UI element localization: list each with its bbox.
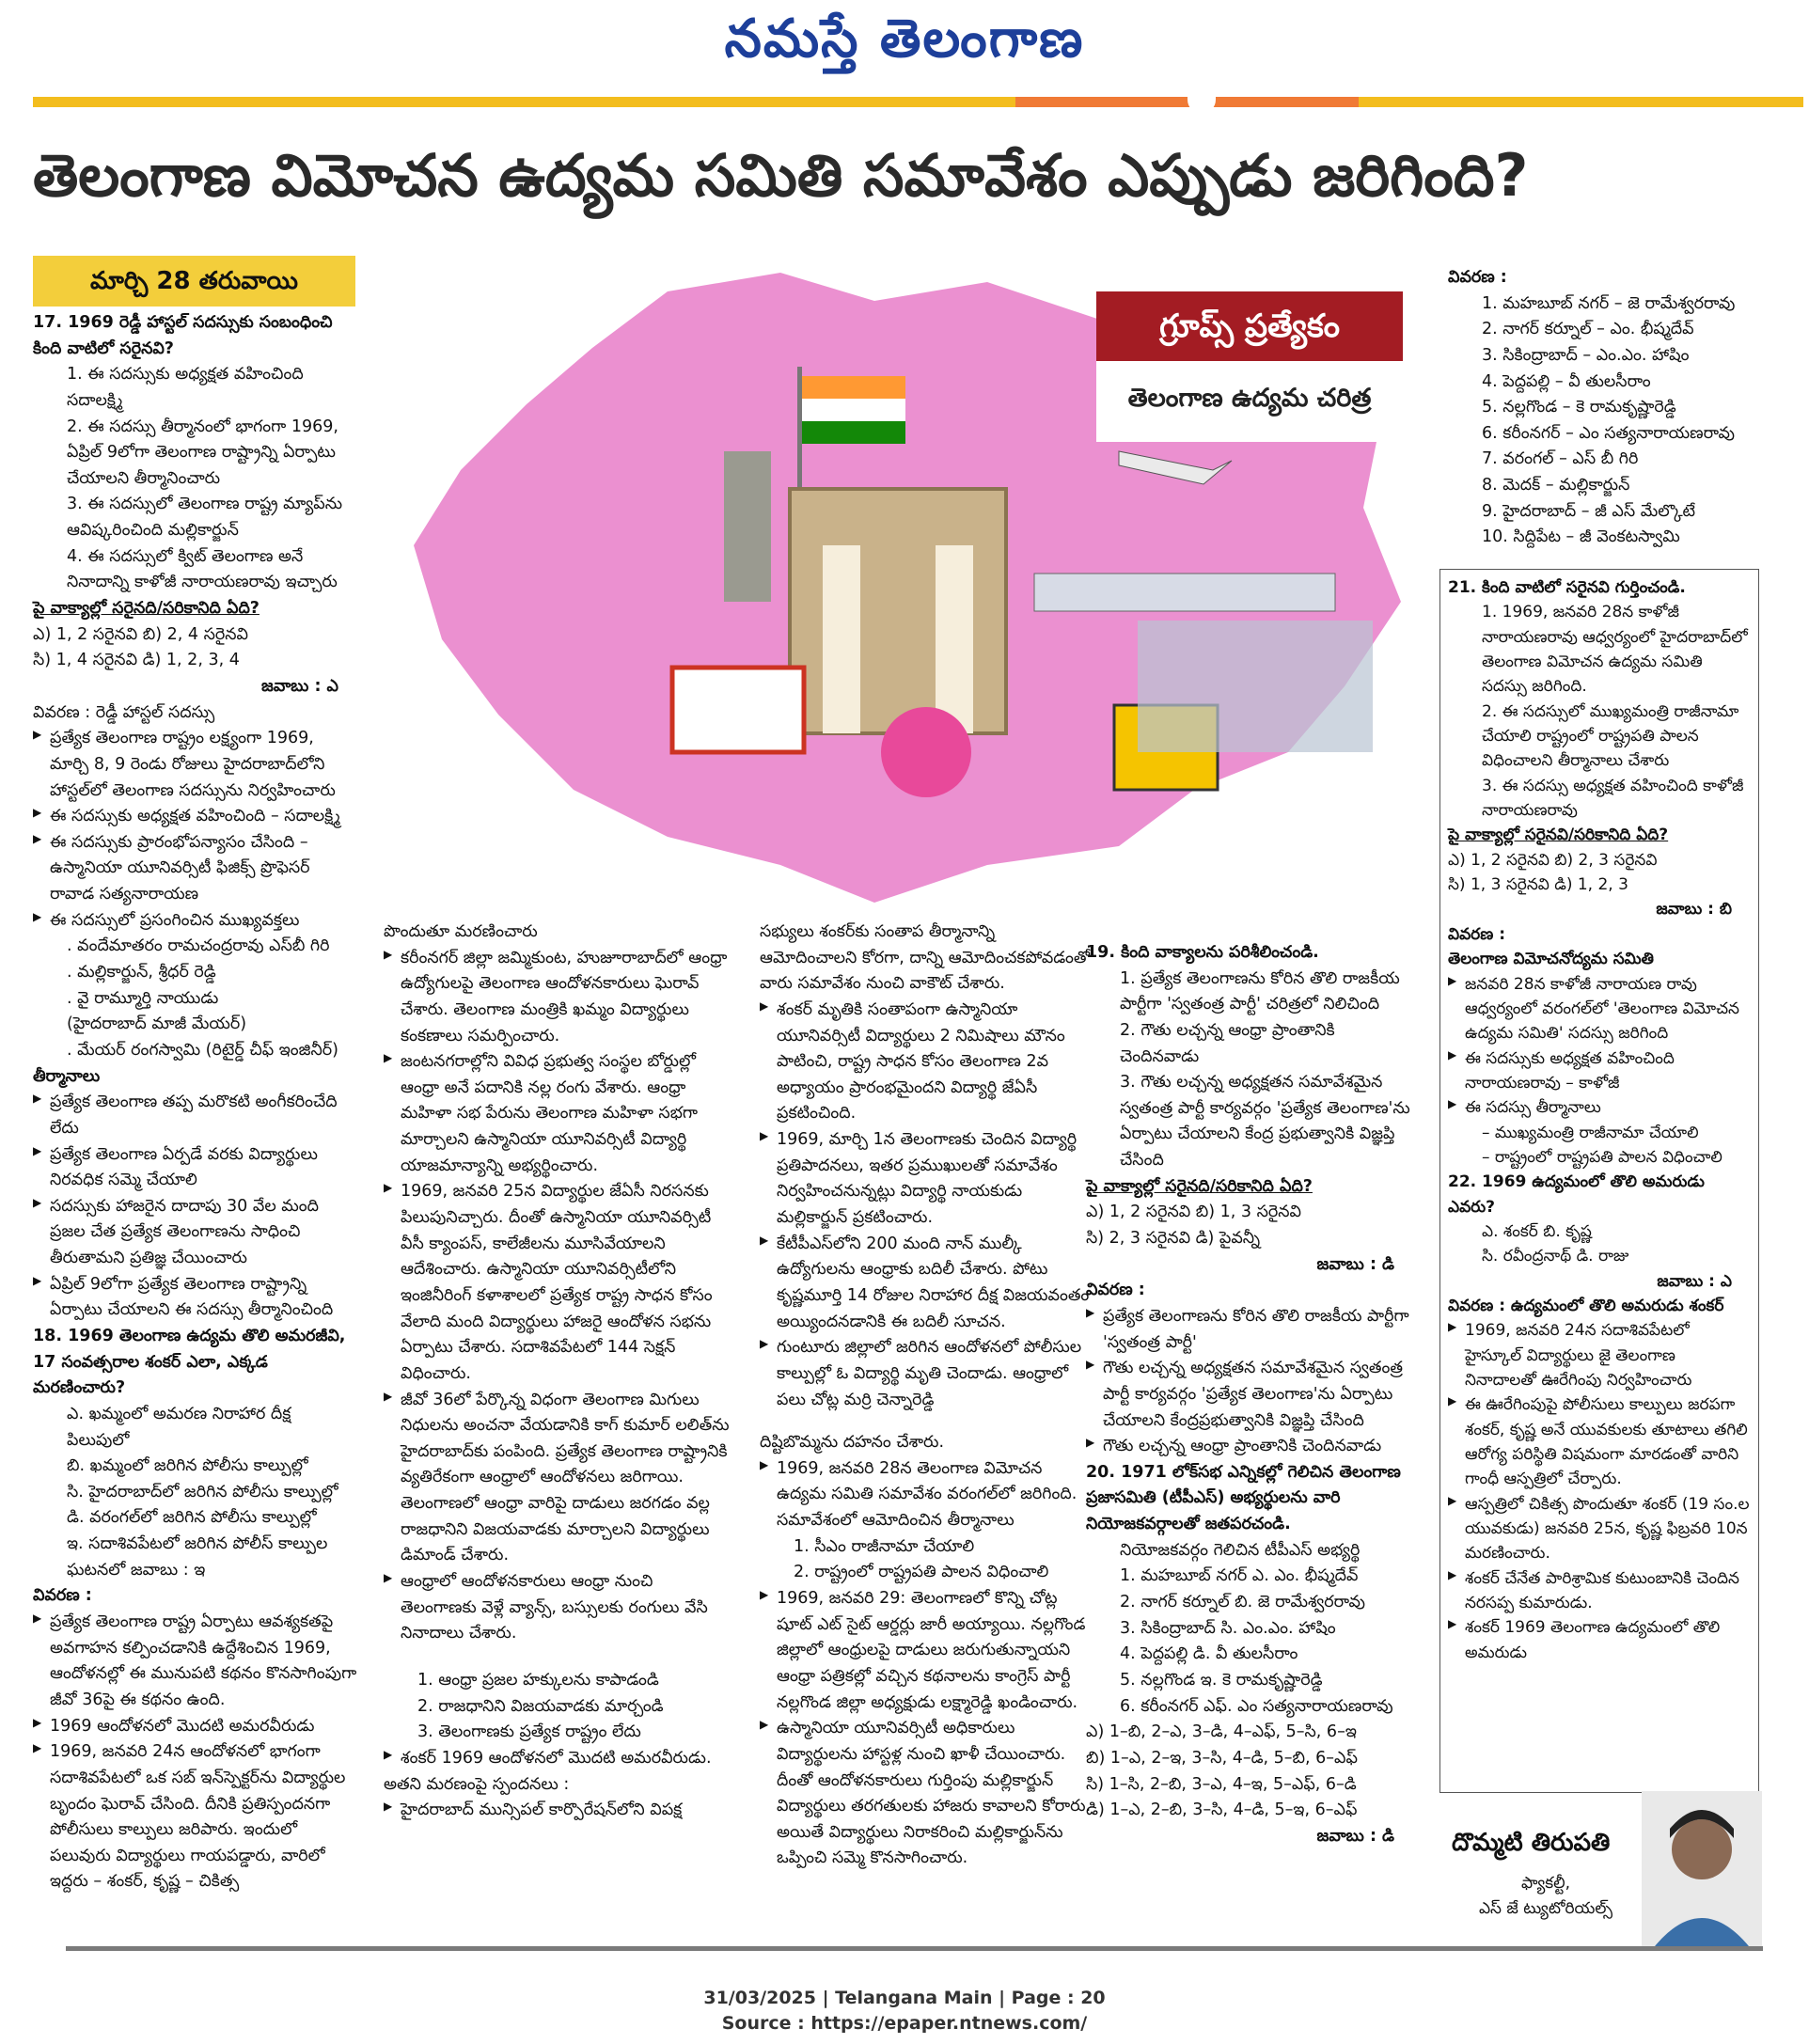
explanation-bullet: ▶ ప్రత్యేక తెలంగాణ రాష్ట్రం లక్ష్యంగా 1969, మార్చి 8, 9 రెండు రోజులు హైదరాబాద్‌లోని హాస్టల్‌లో తెలంగాణ సదస్సును నిర్వహించారు [33, 726, 357, 804]
bottom-rule [66, 1946, 1763, 1951]
q17-option: 4. ఈ సదస్సులో క్విట్ తెలంగాణ అనే నినాదాన్ని కాళోజీ నారాయణరావు ఇచ్చారు [67, 546, 338, 592]
q20-answer: జవాబు : డి [1316, 1826, 1394, 1846]
footer-edition: 31/03/2025 | Telangana Main | Page : 20 [703, 1988, 1106, 2008]
q18-option: ఎ. ఖమ్మంలో అమరణ నిరాహార దీక్ష పిలుపులో [67, 1404, 291, 1450]
constituency-row: 3. సికింద్రాబాద్ – ఎం.ఎం. హాషిం [1482, 345, 1690, 365]
q19-choices: ఎ) 1, 2 సరైనవి బి) 1, 3 సరైనవి [1086, 1203, 1301, 1222]
column-2 [384, 920, 733, 1824]
author-name: దొమ్మటి తిరుపతి [1452, 1829, 1611, 1857]
q18-option: ఇ. సదాశివపేటలో జరిగిన పోలీస్ కాల్పుల ఘటనలో జవాబు : ఇ [67, 1534, 328, 1580]
spacer [760, 1413, 1096, 1430]
speaker: . మేయర్ రంగస్వామి (రిటైర్డ్ చీఫ్ ఇంజినీర్) [67, 1040, 338, 1060]
explanation-bullet: ▶ ఈ సదస్సుకు ప్రారంభోపన్యాసం చేసింది – ఉస్మానియా యూనివర్సిటీ ఫిజిక్స్ ప్రొఫెసర్ రావాడ సత్యనారాయణ [33, 830, 357, 908]
text-para: అతని మరణంపై స్పందనలు : [384, 1774, 570, 1794]
bus [672, 668, 804, 752]
text-para: ▶ 1969, జనవరి 29: తెలంగాణలో కొన్ని చోట్ల షూట్ ఎట్ సైట్ ఆర్డర్లు జారీ అయ్యాయి. నల్లగొండ జిల్లాలో ఆంధ్రులపై దాడులు జరుగుతున్నాయని ఆంధ్రా పత్రికల్లో వచ్చిన కథనాలను కాంగ్రెస్ పార్టీ నల్లగొండ జిల్లా అధ్యక్షుడు లక్ష్మారెడ్డి ఖండించారు. [760, 1586, 1096, 1716]
text-para: ▶ గుంటూరు జిల్లాలో జరిగిన ఆందోళనలో పోలీసుల కాల్పుల్లో ఓ విద్యార్థి మృతి చెందాడు. ఆంధ్రాలో పలు చోట్ల మర్రి చెన్నారెడ్డి [760, 1335, 1096, 1413]
spacer [384, 1647, 733, 1668]
question-18: 18. 1969 తెలంగాణ ఉద్యమ తొలి అమరజీవి, 17 సంవత్సరాల శంకర్ ఎలా, ఎక్కడ మరణించారు? [33, 1326, 346, 1398]
resolution-bullet: ▶ ప్రత్యేక తెలంగాణ ఏర్పడే వరకు విద్యార్థులు నిరవధిక సమ్మె చేయాలి [33, 1142, 357, 1194]
constituency-row: 10. సిద్దిపేట – జీ వెంకటస్వామి [1482, 527, 1680, 547]
text-para: పొందుతూ మరణించారు [384, 922, 538, 941]
q19-option: 1. ప్రత్యేక తెలంగాణను కోరిన తొలి రాజకీయ పార్టీగా 'స్వతంత్ర పార్టీ' చరిత్రలో నిలిచింది [1120, 968, 1400, 1014]
explanation-bullet: ▶ ఈ సదస్సుకు అధ్యక్షత వహించింది నారాయణరావు – కాళోజీ [1448, 1046, 1751, 1096]
resolution-bullet: ▶ సదస్సుకు హాజరైన దాదాపు 30 వేల మంది ప్రజల చేత ప్రత్యేక తెలంగాణను సాధించి తీరుతామని ప్రతిజ్ఞ చేయించారు [33, 1194, 357, 1272]
text-para: ▶ 1969, మార్చి 1న తెలంగాణకు చెందిన విద్యార్థి ప్రతిపాదనలు, ఇతర ప్రముఖులతో సమావేశం నిర్వహించనున్నట్లు విద్యార్థి నాయకుడు మల్లికార్జున్ ప్రకటించారు. [760, 1127, 1096, 1232]
q20-row: 2. నాగర్ కర్నూల్ బి. జె రామేశ్వరరావు [1120, 1593, 1365, 1612]
explanation-bullet: ▶ ఈ సదస్సులో ప్రసంగించిన ముఖ్యవక్తలు [33, 908, 357, 935]
q17-option: 3. ఈ సదస్సులో తెలంగాణ రాష్ట్ర మ్యాప్‌ను ఆవిష్కరించింది మల్లికార్జున్ [67, 495, 343, 541]
groups-special-label: గ్రూప్స్ ప్రత్యేకం [1096, 291, 1403, 361]
bathukamma-flowers [881, 707, 971, 797]
q20-choice: డి) 1–ఎ, 2–బి, 3–సి, 4–డి, 5–ఇ, 6–ఎఫ్ [1086, 1800, 1358, 1820]
resolutions-head: తీర్మానాలు [33, 1066, 101, 1086]
explanation-bullet: ▶ 1969, జనవరి 24న సదాశివపేటలో హైస్కూల్ విద్యార్థులు జై తెలంగాణ నినాదాలతో ఊరేగింపు నిర్వహించారు [1448, 1318, 1751, 1392]
text-para: ▶ కరీంనగర్ జిల్లా జమ్మికుంట, హుజూరాబాద్‌లో ఆంధ్రా ఉద్యోగులపై తెలంగాణ ఆందోళనకారులు ఘెరావ్ చేశారు. తెలంగాణ మంత్రికి ఖమ్మం విద్యార్థులు కంకణాలు సమర్పించారు. [384, 946, 733, 1050]
q19-explanation-head: వివరణ : [1086, 1281, 1145, 1300]
explanation-bullet: ▶ ఆస్పత్రిలో చికిత్స పొందుతూ శంకర్ (19 సం.ల యువకుడు) జనవరి 25న, కృష్ణ ఫిబ్రవరి 10న మరణించారు. [1448, 1492, 1751, 1566]
text-para: సభ్యులు శంకర్‌కు సంతాప తీర్మానాన్ని ఆమోదించాలని కోరగా, దాన్ని ఆమోదించకపోవడంతో వారు సమావేశం నుంచి వాకౌట్ చేశారు. [760, 922, 1090, 994]
q20-explanation-head: వివరణ : [1448, 268, 1507, 287]
column-5-list [1448, 265, 1768, 551]
author-role-line: ఫ్యాకల్టీ, [1520, 1874, 1571, 1893]
q22-choices: సి. రవీంద్రనాథ్ డి. రాజు [1482, 1247, 1629, 1266]
q21-option: 2. ఈ సదస్సులో ముఖ్యమంత్రి రాజీనామా చేయాలి రాష్ట్రంలో రాష్ట్రపతి పాలన విధించాలని తీర్మానాలు చేశారు [1482, 701, 1739, 771]
q20-choice: బి) 1–ఎ, 2–ఇ, 3–సి, 4–డి, 5–బి, 6–ఎఫ్ [1086, 1748, 1358, 1768]
resolution-item: 2. రాష్ట్రంలో రాష్ట్రపతి పాలన విధించాలి [794, 1563, 1049, 1582]
author-photo [1642, 1791, 1762, 1951]
explanation-bullet: ▶ శంకర్ 1969 తెలంగాణ ఉద్యమంలో తొలి అమరుడు [1448, 1615, 1751, 1665]
q20-row: 4. పెద్దపల్లి డి. వీ తులసీరాం [1120, 1644, 1298, 1664]
author-role-line: ఎస్ జే ట్యుటోరియల్స్ [1478, 1899, 1613, 1919]
q20-table-head: నియోజకవర్గం గెలిచిన టీపీఎస్ అభ్యర్థి [1120, 1540, 1361, 1560]
explanation-sub: – రాష్ట్రంలో రాష్ట్రపతి పాలన విధించాలి [1482, 1147, 1722, 1167]
constituency-row: 2. నాగర్ కర్నూల్ – ఎం. భీష్మదేవ్ [1482, 320, 1694, 339]
q22-choices: ఎ. శంకర్ బి. కృష్ణ [1482, 1221, 1592, 1241]
explanation-bullet: ▶ ఈ ఊరేగింపుపై పోలీసులు కాల్పులు జరపగా శంకర్, కృష్ణ అనే యువకులకు తూటాలు తగిలి ఆరోగ్య పరిస్థితి విషమంగా మారడంతో వారిని గాంధీ ఆస్పత్రిలో చేర్పారు. [1448, 1392, 1751, 1491]
q19-choices: సి) 2, 3 సరైనవి డి) పైవన్నీ [1086, 1229, 1261, 1249]
slogan: 1. ఆంధ్రా ప్రజల హక్కులను కాపాడండి [417, 1670, 659, 1690]
q20-row: 6. కరీంనగర్ ఎఫ్. ఎం సత్యనారాయణరావు [1120, 1696, 1393, 1716]
constituency-row: 8. మెదక్ – మల్లికార్జున్ [1482, 476, 1630, 495]
text-para: ▶ హైదరాబాద్ మున్సిపల్ కార్పొరేషన్‌లోని విపక్ష [384, 1798, 733, 1824]
footer [0, 1986, 1809, 2036]
column-5-box [1439, 569, 1759, 1793]
explanation-bullet: ▶ ప్రత్యేక తెలంగాణను కోరిన తొలి రాజకీయ పార్టీగా 'స్వతంత్ర పార్టీ' [1086, 1304, 1413, 1356]
text-para: ▶ 1969, జనవరి 28న తెలంగాణ విమోచన ఉద్యమ సమితి సమావేశం వరంగల్‌లో జరిగింది. సమావేశంలో ఆమోదించిన తీర్మానాలు [760, 1456, 1096, 1534]
column-3 [760, 920, 1096, 1872]
q18-option: సి. హైదరాబాద్‌లో జరిగిన పోలీసు కాల్పుల్లో [67, 1482, 338, 1502]
headline: తెలంగాణ విమోచన ఉద్యమ సమితి సమావేశం ఎప్పుడు జరిగింది? [33, 141, 1529, 210]
text-para: ▶ శంకర్ 1969 ఆందోళనలో మొదటి అమరవీరుడు. [384, 1746, 733, 1772]
city-buildings [1138, 621, 1373, 752]
q21-answer: జవాబు : బి [1656, 900, 1732, 920]
section-tag: మార్చి 28 తరువాయి [33, 256, 355, 307]
explanation-bullet: ▶ గౌతు లచ్చన్న ఆంధ్రా ప్రాంతానికి చెందినవాడు [1086, 1434, 1413, 1460]
question-17: 17. 1969 రెడ్డీ హాస్టల్ సదస్సుకు సంబంధించి కింది వాటిలో సరైనవి? [33, 313, 333, 358]
q17-option: 1. ఈ సదస్సుకు అధ్యక్షత వహించింది సదాలక్ష్మి [67, 365, 304, 410]
q22-explanation-head: వివరణ : ఉద్యమంలో తొలి అమరుడు శంకర్ [1448, 1296, 1724, 1315]
q21-option: 3. ఈ సదస్సు అధ్యక్షత వహించింది కాళోజీ నారాయణరావు [1482, 776, 1744, 821]
constituency-row: 6. కరీంనగర్ – ఎం సత్యనారాయణరావు [1482, 423, 1735, 443]
q21-choices: సి) 1, 3 సరైనవి డి) 1, 2, 3 [1448, 875, 1628, 895]
explanation-bullet: ▶ ఈ సదస్సు తీర్మానాలు [1448, 1095, 1751, 1120]
text-para: ▶ 1969, జనవరి 25న విద్యార్థుల జేఏసీ నిరసనకు పిలుపునిచ్చారు. దీంతో ఉస్మానియా యూనివర్సిటీ వీసీ క్యాంపస్, కాలేజీలను మూసివేయాలని ఆదేశించారు. ఉస్మానియా యూనివర్సిటీలోని ఇంజినీరింగ్ కళాశాలలో ప్రత్యేక రాష్ట్ర సాధన కోసం వేలాది మంది విద్యార్థులు హాజరై ఆందోళన సభను ఏర్పాటు చేశారు. సదాశివపేటలో 144 సెక్షన్ విధించారు. [384, 1179, 733, 1387]
question-19: 19. కింది వాక్యాలను పరిశీలించండి. [1086, 943, 1319, 962]
q21-option: 1. 1969, జనవరి 28న కాళోజీ నారాయణరావు ఆధ్వర్యంలో హైదరాబాద్‌లో తెలంగాణ విమోచన ఉద్యమ సమితి సదస్సు జరిగింది. [1482, 603, 1748, 697]
resolution-bullet: ▶ ఏప్రిల్ 9లోగా ప్రత్యేక తెలంగాణ రాష్ట్రాన్ని ఏర్పాటు చేయాలని ఈ సదస్సు తీర్మానించింది [33, 1272, 357, 1324]
explanation-bullet: ▶ 1969 ఆందోళనలో మొదటి అమరవీరుడు [33, 1714, 357, 1740]
constituency-row: 5. నల్లగొండ – కె రామకృష్ణారెడ్డి [1482, 398, 1676, 417]
speaker: (హైదరాబాద్ మాజీ మేయర్) [67, 1014, 247, 1034]
q21-choices: ఎ) 1, 2 సరైనవి బి) 2, 3 సరైనవి [1448, 850, 1658, 870]
q19-option: 2. గౌతు లచ్చన్న ఆంధ్రా ప్రాంతానికి చెందినవాడు [1120, 1020, 1335, 1066]
text-para: ▶ జంటనగరాల్లోని వివిధ ప్రభుత్వ సంస్థల బోర్డుల్లో ఆంధ్రా అనే పదానికి నల్ల రంగు వేశారు. ఆంధ్రా మహిళా సభ పేరును తెలంగాణ మహిళా సభగా మార్చాలని ఉస్మానియా యూనివర్సిటీ విద్యార్థి యాజమాన్యాన్ని అభ్యర్థించారు. [384, 1049, 733, 1179]
q21-explanation-title: తెలంగాణ విమోచనోద్యమ సమితి [1448, 950, 1654, 969]
text-para: ▶ కేటీపీఎస్‌లోని 200 మంది నాన్ ముల్కీ ఉద్యోగులను ఆంధ్రాకు బదిలీ చేశారు. పోటు కృష్ణమూర్తి 14 రోజుల నిరాహార దీక్ష విజయవంతం అయ్యిందనడానికి ఈ బదిలీ సూచన. [760, 1232, 1096, 1336]
flag-green [802, 421, 905, 444]
q17-answer: జవాబు : ఎ [261, 676, 338, 696]
resolution-bullet: ▶ ప్రత్యేక తెలంగాణ తప్ప మరొకటి అంగీకరించేది లేదు [33, 1090, 357, 1141]
constituency-row: 7. వరంగల్ – ఎస్ బీ గిరి [1482, 449, 1639, 469]
q17-choices: సి) 1, 4 సరైనవి డి) 1, 2, 3, 4 [33, 651, 240, 670]
slogan: 3. తెలంగాణకు ప్రత్యేక రాష్ట్రం లేదు [417, 1722, 641, 1742]
explanation-bullet: ▶ ఈ సదస్సుకు అధ్యక్షత వహించింది – సదాలక్ష్మి [33, 804, 357, 830]
newspaper-logo: నమస్తే తెలంగాణ [724, 8, 1085, 70]
column-4 [1086, 940, 1413, 1849]
speaker: . వందేమాతరం రామచంద్రరావు ఎస్‌బీ గిరి [67, 936, 330, 956]
q19-answer: జవాబు : డి [1316, 1254, 1394, 1274]
q18-option: డి. వరంగల్‌లో జరిగిన పోలీసు కాల్పుల్లో [67, 1508, 317, 1528]
q21-ask: పై వాక్యాల్లో సరైనవి/సరికానిది ఏది? [1448, 825, 1669, 845]
q20-choice: ఎ) 1–బి, 2–ఎ, 3–డి, 4–ఎఫ్, 5–సి, 6–ఇ [1086, 1722, 1357, 1742]
q20-row: 5. నల్లగొండ ఇ. కె రామకృష్ణారెడ్డి [1120, 1670, 1323, 1690]
text-para: ▶ ఆంధ్రాలో ఆందోళనకారులు ఆంధ్రా నుంచి తెలంగాణకు వెళ్లే వ్యాన్స్, బస్సులకు రంగులు వేసి నినాదాలు చేశారు. [384, 1569, 733, 1647]
explanation-bullet: ▶ జనవరి 28న కాళోజీ నారాయణ రావు ఆధ్వర్యంలో వరంగల్‌లో 'తెలంగాణ విమోచన ఉద్యమ సమితి' సదస్సు జరిగింది [1448, 972, 1751, 1046]
buddha-statue [724, 451, 771, 602]
flag-saffron [802, 376, 905, 399]
q17-option: 2. ఈ సదస్సు తీర్మానంలో భాగంగా 1969, ఏప్రిల్ 9లోగా తెలంగాణ రాష్ట్రాన్ని ఏర్పాటు చేయాలని తీర్మానించారు [67, 417, 338, 488]
q18-explanation-head: వివరణ : [33, 1586, 92, 1606]
explanation-bullet: ▶ ప్రత్యేక తెలంగాణ రాష్ట్ర ఏర్పాటు ఆవశ్యకతపై అవగాహన కల్పించడానికి ఉద్దేశించిన 1969, ఆందోళనల్లో ఈ మునుపటి కథనం కొనసాగింపుగా జీవో 36పై ఈ కథనం ఉంది. [33, 1610, 357, 1714]
resolution-item: 1. సీఎం రాజీనామా చేయాలి [794, 1536, 975, 1556]
masthead [0, 0, 1809, 89]
explanation-bullet: ▶ శంకర్ చేనేత పారిశ్రామిక కుటుంబానికి చెందిన నరసప్ప కుమారుడు. [1448, 1566, 1751, 1616]
q22-answer: జవాబు : ఎ [1657, 1271, 1732, 1291]
top-color-bar [33, 97, 1803, 107]
groups-special-box [1096, 291, 1403, 442]
q19-option: 3. గౌతు లచ్చన్న అధ్యక్షతన సమావేశమైన స్వతంత్ర పార్టీ కార్యవర్గం 'ప్రత్యేక తెలంగాణ'ను ఏర్పాటు చేయాలని కేంద్ర ప్రభుత్వానికి విజ్ఞప్తి చేసింది [1120, 1073, 1410, 1171]
slogan: 2. రాజధానిని విజయవాడకు మార్చండి [417, 1696, 664, 1716]
question-21: 21. కింది వాటిలో సరైనవి గుర్తించండి. [1448, 578, 1686, 597]
text-para: దిష్టిబొమ్మను దహనం చేశారు. [760, 1433, 945, 1453]
text-para: ▶ ఉస్మానియా యూనివర్సిటీ అధికారులు విద్యార్థులను హాస్టళ్ల నుంచి ఖాళీ చేయించారు. దీంతో ఆందోళనకారులు గుర్తింపు మల్లికార్జున్ విద్యార్థులు తరగతులకు హాజరు కావాలని కోరారు. అయితే విద్యార్థులు నిరాకరించి మల్లికార్జున్‌ను ఒప్పించి సమ్మె కొనసాగించారు. [760, 1716, 1096, 1872]
author-role [1452, 1871, 1640, 1922]
q17-choices: ఎ) 1, 2 సరైనవి బి) 2, 4 సరైనవి [33, 624, 248, 644]
constituency-row: 1. మహబూబ్ నగర్ – జె రామేశ్వరరావు [1482, 293, 1736, 313]
author-box [1444, 1791, 1762, 1951]
constituency-row: 4. పెద్దపల్లి – వీ తులసీరాం [1482, 371, 1651, 391]
text-para: ▶ శంకర్ మృతికి సంతాపంగా ఉస్మానియా యూనివర్సిటీ విద్యార్థులు 2 నిమిషాలు మౌనం పాటించి, రాష్ట్ర సాధన కోసం తెలంగాణ 2వ అధ్యాయం ప్రారంభమైందని విద్యార్థి జేఏసీ ప్రకటించింది. [760, 998, 1096, 1127]
column-1 [33, 310, 357, 1895]
q20-choice: సి) 1–సి, 2–బి, 3–ఎ, 4–ఇ, 5–ఎఫ్, 6–డి [1086, 1774, 1357, 1794]
question-22: 22. 1969 ఉద్యమంలో తొలి అమరుడు ఎవరు? [1448, 1172, 1705, 1217]
q17-ask: పై వాక్యాల్లో సరైనది/సరికానిది ఏది? [33, 599, 260, 619]
q19-ask: పై వాక్యాల్లో సరైనది/సరికానిది ఏది? [1086, 1176, 1313, 1196]
footer-source[interactable]: Source : https://epaper.ntnews.com/ [721, 2012, 1088, 2034]
q21-explanation-head: వివరణ : [1448, 924, 1506, 944]
kakatiya-arch [790, 489, 1006, 733]
explanation-bullet: ▶ గౌతు లచ్చన్న అధ్యక్షతన సమావేశమైన స్వతంత్ర పార్టీ కార్యవర్గం 'ప్రత్యేక తెలంగాణ'ను ఏర్పాటు చేయాలని కేంద్రప్రభుత్వానికి విజ్ఞప్తి చేసింది [1086, 1356, 1413, 1434]
q17-explanation-head: వివరణ : రెడ్డీ హాస్టల్ సదస్సు [33, 702, 215, 722]
q20-row: 3. సికింద్రాబాద్ సి. ఎం.ఎం. హాషిం [1120, 1618, 1336, 1638]
flag-white [802, 399, 905, 421]
speaker: . మల్లికార్జున్, శ్రీధర్ రెడ్డి [67, 963, 216, 983]
explanation-bullet: ▶ 1969, జనవరి 24న ఆందోళనలో భాగంగా సదాశివపేటలో ఒక సబ్ ఇన్‌స్పెక్టర్‌ను విద్యార్థుల బృందం ఘెరావ్ చేసింది. దీనికి ప్రతిస్పందనగా పోలీసులు కాల్పులు జరిపారు. ఇందులో పలువురు విద్యార్థులు గాయపడ్డారు, వారిలో ఇద్దరు – శంకర్, కృష్ణ – చికిత్స [33, 1739, 357, 1895]
groups-special-subtitle: తెలంగాణ ఉద్యమ చరిత్ర [1127, 384, 1372, 413]
constituency-row: 9. హైదరాబాద్ – జీ ఎస్ మేల్కొటే [1482, 501, 1696, 521]
metro-train [1034, 574, 1335, 611]
explanation-sub: – ముఖ్యమంత్రి రాజీనామా చేయాలి [1482, 1123, 1699, 1142]
q18-option: బి. ఖమ్మంలో జరిగిన పోలీసు కాల్పుల్లో [67, 1456, 308, 1476]
speaker: . వై రామ్మూర్తి నాయుడు [67, 988, 219, 1008]
text-para: ▶ జీవో 36లో పేర్కొన్న విధంగా తెలంగాణ మిగులు నిధులను అంచనా వేయడానికి కాగ్ కుమార్ లలిత్‌ను హైదరాబాద్‌కు పంపింది. ప్రత్యేక తెలంగాణ రాష్ట్రానికి వ్యతిరేకంగా ఆంధ్రాలో ఆందోళనలు జరిగాయి. తెలంగాణలో ఆంధ్రా వారిపై దాడులు జరగడం వల్ల రాజధానిని విజయవాడకు మార్చాలని విద్యార్థులు డిమాండ్ చేశారు. [384, 1388, 733, 1569]
q20-row: 1. మహబూబ్ నగర్ ఎ. ఎం. భీష్మదేవ్ [1120, 1566, 1359, 1586]
question-20: 20. 1971 లోక్‌సభ ఎన్నికల్లో గెలిచిన తెలంగాణ ప్రజాసమితి (టీపీఎస్) అభ్యర్థులను వారి నియోజకవర్గాలతో జతపరచండి. [1086, 1462, 1401, 1534]
top-bar-notch [1188, 97, 1216, 114]
